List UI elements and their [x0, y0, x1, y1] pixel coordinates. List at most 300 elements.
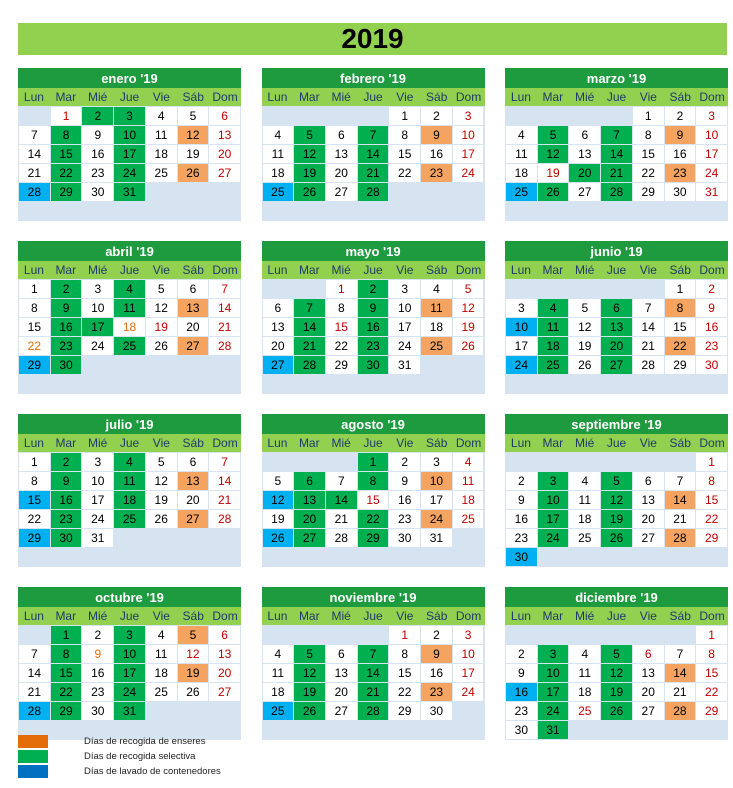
weekday-label: Jue — [119, 90, 140, 104]
day-cell: 19 — [453, 318, 484, 336]
day-cell: 24 — [389, 337, 420, 355]
month-calendar — [262, 414, 485, 567]
day-cell: 27 — [326, 183, 357, 201]
empty-cell — [421, 721, 452, 739]
day-cell: 17 — [453, 145, 484, 163]
weekday-header — [18, 434, 241, 452]
empty-cell — [294, 453, 325, 471]
day-cell: 6 — [263, 299, 294, 317]
day-cell: 16 — [51, 318, 82, 336]
day-cell: 28 — [19, 183, 50, 201]
day-cell: 1 — [19, 453, 50, 471]
day-cell: 23 — [51, 510, 82, 528]
weekday-label: Sáb — [426, 436, 448, 450]
day-cell: 17 — [114, 145, 145, 163]
day-cell: 5 — [601, 472, 632, 490]
empty-cell — [421, 183, 452, 201]
day-cell: 30 — [389, 529, 420, 547]
day-cell: 25 — [569, 702, 600, 720]
empty-cell — [146, 202, 177, 220]
day-cell: 25 — [263, 183, 294, 201]
weekday-label: Jue — [606, 263, 627, 277]
month-title: julio '19 — [18, 414, 241, 434]
day-cell: 16 — [506, 683, 537, 701]
day-cell: 12 — [601, 664, 632, 682]
day-cell: 14 — [326, 491, 357, 509]
weekday-label: Jue — [363, 90, 383, 104]
day-cell: 7 — [19, 645, 50, 663]
day-cell: 18 — [538, 337, 569, 355]
day-cell: 12 — [294, 145, 325, 163]
day-cell: 18 — [569, 683, 600, 701]
empty-cell — [601, 280, 632, 298]
day-cell: 25 — [263, 702, 294, 720]
day-cell: 18 — [114, 491, 145, 509]
day-cell: 31 — [82, 529, 113, 547]
day-cell: 15 — [51, 664, 82, 682]
day-cell: 28 — [19, 702, 50, 720]
day-cell: 18 — [453, 491, 484, 509]
weekday-label: Vie — [639, 90, 657, 104]
day-cell: 21 — [209, 318, 240, 336]
empty-cell — [114, 202, 145, 220]
weekday-label: Vie — [639, 609, 657, 623]
month-calendar — [505, 587, 728, 740]
weekday-label: Dom — [212, 90, 238, 104]
legend-label: Días de recogida selectiva — [84, 751, 196, 762]
day-cell: 19 — [263, 510, 294, 528]
weekday-label: Mié — [331, 90, 351, 104]
day-cell: 9 — [389, 472, 420, 490]
year-banner: 2019 — [18, 23, 727, 55]
day-cell: 9 — [358, 299, 389, 317]
weekday-label: Mié — [331, 263, 351, 277]
day-cell: 19 — [294, 683, 325, 701]
day-cell: 24 — [506, 356, 537, 374]
day-cell: 25 — [569, 529, 600, 547]
empty-cell — [569, 721, 600, 739]
day-cell: 23 — [665, 164, 696, 182]
weekday-label: Jue — [119, 263, 140, 277]
empty-cell — [696, 375, 727, 393]
empty-cell — [601, 107, 632, 125]
day-cell: 30 — [665, 183, 696, 201]
day-cell: 22 — [51, 164, 82, 182]
day-cell: 10 — [114, 645, 145, 663]
day-cell: 28 — [665, 529, 696, 547]
day-cell: 18 — [569, 510, 600, 528]
day-cell: 17 — [453, 664, 484, 682]
weekday-header — [505, 607, 728, 625]
day-cell: 20 — [326, 683, 357, 701]
empty-cell — [326, 375, 357, 393]
day-cell: 11 — [421, 299, 452, 317]
day-cell: 1 — [389, 107, 420, 125]
day-cell: 7 — [665, 472, 696, 490]
empty-cell — [506, 375, 537, 393]
empty-cell — [178, 548, 209, 566]
month-calendar — [18, 241, 241, 394]
month-calendar — [262, 587, 485, 740]
day-cell: 5 — [294, 126, 325, 144]
weekday-label: Dom — [212, 436, 238, 450]
day-cell: 24 — [82, 510, 113, 528]
day-cell: 26 — [178, 683, 209, 701]
days-grid — [262, 279, 485, 394]
day-cell: 9 — [665, 126, 696, 144]
empty-cell — [294, 721, 325, 739]
legend-item — [18, 764, 221, 779]
legend-swatch — [18, 765, 48, 778]
day-cell: 25 — [421, 337, 452, 355]
empty-cell — [82, 356, 113, 374]
day-cell: 22 — [389, 683, 420, 701]
empty-cell — [294, 626, 325, 644]
month-calendar — [262, 68, 485, 221]
day-cell: 21 — [665, 510, 696, 528]
weekday-label: Jue — [363, 263, 383, 277]
day-cell: 26 — [453, 337, 484, 355]
legend-label: Días de recogida de enseres — [84, 736, 206, 747]
day-cell: 17 — [538, 510, 569, 528]
day-cell: 24 — [114, 164, 145, 182]
empty-cell — [421, 375, 452, 393]
day-cell: 4 — [146, 626, 177, 644]
day-cell: 22 — [19, 510, 50, 528]
day-cell: 4 — [263, 645, 294, 663]
weekday-label: Mar — [55, 436, 77, 450]
day-cell: 26 — [569, 356, 600, 374]
day-cell: 6 — [326, 126, 357, 144]
day-cell: 14 — [19, 664, 50, 682]
day-cell: 10 — [696, 126, 727, 144]
legend-item — [18, 749, 221, 764]
day-cell: 14 — [633, 318, 664, 336]
day-cell: 27 — [178, 337, 209, 355]
empty-cell — [569, 626, 600, 644]
empty-cell — [601, 626, 632, 644]
empty-cell — [263, 548, 294, 566]
empty-cell — [389, 183, 420, 201]
day-cell: 3 — [453, 626, 484, 644]
day-cell: 30 — [358, 356, 389, 374]
day-cell: 30 — [82, 702, 113, 720]
day-cell: 6 — [209, 626, 240, 644]
day-cell: 9 — [506, 664, 537, 682]
day-cell: 10 — [453, 126, 484, 144]
day-cell: 25 — [146, 164, 177, 182]
days-grid — [505, 279, 728, 394]
day-cell: 17 — [421, 491, 452, 509]
empty-cell — [358, 202, 389, 220]
empty-cell — [146, 548, 177, 566]
month-title: junio '19 — [505, 241, 728, 261]
day-cell: 24 — [114, 683, 145, 701]
empty-cell — [538, 453, 569, 471]
day-cell: 28 — [209, 337, 240, 355]
empty-cell — [178, 529, 209, 547]
weekday-header — [262, 607, 485, 625]
day-cell: 16 — [389, 491, 420, 509]
empty-cell — [453, 183, 484, 201]
day-cell: 3 — [114, 107, 145, 125]
weekday-header — [505, 261, 728, 279]
weekday-label: Mié — [331, 436, 351, 450]
legend — [18, 734, 221, 779]
day-cell: 19 — [294, 164, 325, 182]
day-cell: 21 — [665, 683, 696, 701]
day-cell: 19 — [146, 491, 177, 509]
day-cell: 19 — [146, 318, 177, 336]
day-cell: 23 — [82, 683, 113, 701]
month-title: mayo '19 — [262, 241, 485, 261]
day-cell: 5 — [178, 107, 209, 125]
weekday-label: Lun — [267, 90, 288, 104]
day-cell: 4 — [146, 107, 177, 125]
day-cell: 24 — [538, 529, 569, 547]
day-cell: 26 — [263, 529, 294, 547]
weekday-label: Vie — [639, 263, 657, 277]
empty-cell — [506, 453, 537, 471]
day-cell: 16 — [665, 145, 696, 163]
month-title: septiembre '19 — [505, 414, 728, 434]
day-cell: 24 — [453, 683, 484, 701]
empty-cell — [453, 529, 484, 547]
day-cell: 15 — [389, 664, 420, 682]
day-cell: 11 — [263, 145, 294, 163]
day-cell: 2 — [82, 626, 113, 644]
empty-cell — [665, 721, 696, 739]
day-cell: 11 — [263, 664, 294, 682]
day-cell: 3 — [82, 280, 113, 298]
day-cell: 3 — [538, 472, 569, 490]
month-calendar — [505, 414, 728, 567]
day-cell: 21 — [19, 683, 50, 701]
day-cell: 5 — [178, 626, 209, 644]
weekday-header — [18, 607, 241, 625]
day-cell: 27 — [633, 702, 664, 720]
day-cell: 8 — [696, 472, 727, 490]
day-cell: 11 — [453, 472, 484, 490]
day-cell: 21 — [358, 164, 389, 182]
day-cell: 17 — [506, 337, 537, 355]
empty-cell — [263, 453, 294, 471]
empty-cell — [146, 183, 177, 201]
weekday-header — [505, 88, 728, 106]
weekday-label: Lun — [510, 609, 531, 623]
day-cell: 15 — [51, 145, 82, 163]
empty-cell — [263, 280, 294, 298]
weekday-label: Dom — [212, 263, 238, 277]
day-cell: 28 — [601, 183, 632, 201]
day-cell: 13 — [263, 318, 294, 336]
empty-cell — [19, 202, 50, 220]
weekday-label: Mar — [55, 90, 77, 104]
empty-cell — [114, 529, 145, 547]
months-grid — [18, 68, 726, 740]
day-cell: 7 — [19, 126, 50, 144]
day-cell: 22 — [665, 337, 696, 355]
day-cell: 27 — [633, 529, 664, 547]
weekday-label: Sáb — [669, 609, 691, 623]
weekday-label: Lun — [267, 436, 288, 450]
empty-cell — [538, 548, 569, 566]
legend-swatch — [18, 735, 48, 748]
day-cell: 12 — [538, 145, 569, 163]
day-cell: 12 — [601, 491, 632, 509]
day-cell: 22 — [51, 683, 82, 701]
empty-cell — [263, 721, 294, 739]
day-cell: 2 — [358, 280, 389, 298]
day-cell: 8 — [19, 299, 50, 317]
day-cell: 7 — [209, 453, 240, 471]
day-cell: 10 — [421, 472, 452, 490]
day-cell: 29 — [51, 183, 82, 201]
empty-cell — [453, 356, 484, 374]
day-cell: 20 — [633, 683, 664, 701]
day-cell: 18 — [263, 164, 294, 182]
day-cell: 19 — [601, 510, 632, 528]
empty-cell — [665, 202, 696, 220]
weekday-label: Vie — [639, 436, 657, 450]
empty-cell — [82, 548, 113, 566]
empty-cell — [209, 529, 240, 547]
day-cell: 1 — [326, 280, 357, 298]
weekday-label: Mié — [574, 436, 595, 450]
day-cell: 23 — [51, 337, 82, 355]
day-cell: 23 — [506, 529, 537, 547]
empty-cell — [506, 107, 537, 125]
day-cell: 11 — [114, 299, 145, 317]
weekday-label: Sáb — [182, 263, 204, 277]
weekday-header — [262, 88, 485, 106]
empty-cell — [569, 453, 600, 471]
day-cell: 23 — [506, 702, 537, 720]
day-cell: 14 — [209, 472, 240, 490]
day-cell: 11 — [569, 491, 600, 509]
day-cell: 6 — [633, 472, 664, 490]
empty-cell — [178, 202, 209, 220]
day-cell: 5 — [538, 126, 569, 144]
weekday-header — [262, 261, 485, 279]
weekday-label: Vie — [152, 436, 170, 450]
empty-cell — [538, 107, 569, 125]
day-cell: 16 — [82, 664, 113, 682]
day-cell: 28 — [326, 529, 357, 547]
day-cell: 15 — [696, 491, 727, 509]
day-cell: 6 — [178, 280, 209, 298]
day-cell: 21 — [358, 683, 389, 701]
day-cell: 31 — [114, 183, 145, 201]
day-cell: 5 — [294, 645, 325, 663]
weekday-label: Dom — [455, 436, 482, 450]
weekday-label: Lun — [23, 436, 44, 450]
day-cell: 12 — [569, 318, 600, 336]
weekday-label: Jue — [363, 609, 383, 623]
empty-cell — [453, 548, 484, 566]
day-cell: 19 — [178, 145, 209, 163]
day-cell: 30 — [51, 529, 82, 547]
empty-cell — [263, 626, 294, 644]
day-cell: 29 — [696, 702, 727, 720]
day-cell: 19 — [178, 664, 209, 682]
day-cell: 26 — [178, 164, 209, 182]
day-cell: 2 — [421, 107, 452, 125]
empty-cell — [209, 702, 240, 720]
empty-cell — [665, 626, 696, 644]
day-cell: 13 — [209, 645, 240, 663]
day-cell: 11 — [114, 472, 145, 490]
empty-cell — [601, 202, 632, 220]
month-title: enero '19 — [18, 68, 241, 88]
day-cell: 19 — [601, 683, 632, 701]
weekday-label: Lun — [510, 436, 531, 450]
empty-cell — [421, 548, 452, 566]
empty-cell — [82, 375, 113, 393]
day-cell: 3 — [696, 107, 727, 125]
empty-cell — [421, 356, 452, 374]
day-cell: 13 — [633, 664, 664, 682]
day-cell: 5 — [601, 645, 632, 663]
empty-cell — [178, 702, 209, 720]
day-cell: 18 — [146, 145, 177, 163]
empty-cell — [453, 202, 484, 220]
day-cell: 27 — [178, 510, 209, 528]
day-cell: 4 — [421, 280, 452, 298]
day-cell: 31 — [421, 529, 452, 547]
empty-cell — [601, 721, 632, 739]
weekday-label: Sáb — [182, 90, 204, 104]
day-cell: 29 — [633, 183, 664, 201]
day-cell: 1 — [696, 453, 727, 471]
day-cell: 2 — [421, 626, 452, 644]
empty-cell — [82, 202, 113, 220]
day-cell: 14 — [601, 145, 632, 163]
day-cell: 19 — [569, 337, 600, 355]
weekday-label: Mar — [542, 436, 564, 450]
day-cell: 3 — [389, 280, 420, 298]
empty-cell — [453, 721, 484, 739]
weekday-label: Mié — [87, 90, 108, 104]
day-cell: 23 — [421, 683, 452, 701]
empty-cell — [453, 375, 484, 393]
day-cell: 24 — [453, 164, 484, 182]
month-calendar — [262, 241, 485, 394]
day-cell: 14 — [665, 664, 696, 682]
day-cell: 28 — [665, 702, 696, 720]
day-cell: 7 — [358, 645, 389, 663]
weekday-label: Sáb — [669, 90, 691, 104]
weekday-label: Lun — [267, 609, 288, 623]
weekday-label: Sáb — [182, 436, 204, 450]
month-title: abril '19 — [18, 241, 241, 261]
empty-cell — [146, 529, 177, 547]
empty-cell — [209, 548, 240, 566]
day-cell: 4 — [263, 126, 294, 144]
days-grid — [18, 625, 241, 740]
day-cell: 28 — [358, 702, 389, 720]
empty-cell — [209, 375, 240, 393]
empty-cell — [633, 453, 664, 471]
day-cell: 28 — [209, 510, 240, 528]
weekday-header — [505, 434, 728, 452]
day-cell: 29 — [19, 356, 50, 374]
weekday-label: Jue — [363, 436, 383, 450]
day-cell: 3 — [114, 626, 145, 644]
weekday-label: Mar — [55, 263, 77, 277]
day-cell: 31 — [389, 356, 420, 374]
weekday-label: Dom — [699, 263, 725, 277]
